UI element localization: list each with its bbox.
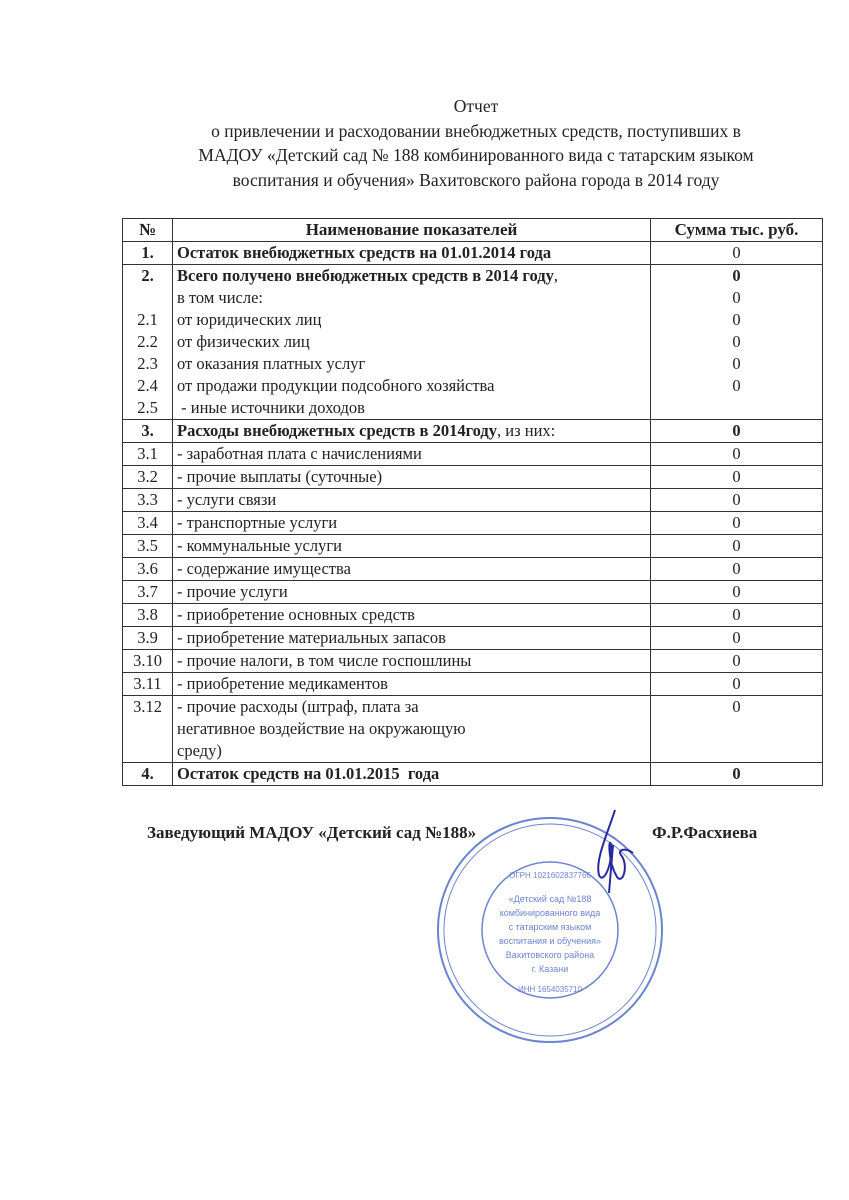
table-row xyxy=(123,535,823,558)
stamp-ogrn: ОГРН 1021602837766 xyxy=(509,871,591,880)
table-header xyxy=(123,219,823,242)
title-line-3: МАДОУ «Детский сад № 188 комбинированного вида с татарским языком xyxy=(198,145,754,165)
row-num: 3.4 xyxy=(123,512,173,535)
table-row xyxy=(123,466,823,489)
row-num: 3.10 xyxy=(123,650,173,673)
stamp-text-line: г. Казани xyxy=(531,964,569,974)
report-title xyxy=(120,94,832,192)
table-row xyxy=(123,581,823,604)
table-row xyxy=(123,673,823,696)
row-name: - иные источники доходов xyxy=(177,398,365,417)
row-num: 3.12 xyxy=(123,696,173,763)
row-name: от продажи продукции подсобного хозяйства xyxy=(177,376,495,395)
row-name-tail: , из них: xyxy=(497,421,556,440)
row-name: Остаток средств на 01.01.2015 года xyxy=(173,763,651,786)
header-num: № xyxy=(123,219,173,242)
row-name: - прочие услуги xyxy=(173,581,651,604)
row-num: 3.3 xyxy=(123,489,173,512)
row-name: - коммунальные услуги xyxy=(173,535,651,558)
row-num: 2.5 xyxy=(137,398,158,417)
row-value: 0 xyxy=(651,627,823,650)
row-num: 3.6 xyxy=(123,558,173,581)
table-row xyxy=(123,558,823,581)
row-num: 3.7 xyxy=(123,581,173,604)
row-value xyxy=(655,397,818,419)
row-name xyxy=(173,420,651,443)
row-value: 0 xyxy=(732,310,741,329)
row-value: 0 xyxy=(651,696,823,763)
row-value: 0 xyxy=(651,604,823,627)
row-num: 2.1 xyxy=(137,310,158,329)
row-value: 0 xyxy=(732,354,741,373)
row-name: - приобретение материальных запасов xyxy=(173,627,651,650)
table-row xyxy=(123,443,823,466)
row-value: 0 xyxy=(651,673,823,696)
table-row xyxy=(123,604,823,627)
row-name-tail: , xyxy=(553,266,558,285)
row-value: 0 xyxy=(732,376,741,395)
table-row xyxy=(123,650,823,673)
stamp-inn: ИНН 1654035710 xyxy=(517,985,583,994)
row-value: 0 xyxy=(651,512,823,535)
row-name: Остаток внебюджетных средств на 01.01.2014 года xyxy=(173,242,651,265)
header-name: Наименование показателей xyxy=(173,219,651,242)
title-line-1: Отчет xyxy=(453,96,499,116)
row-num: 3.5 xyxy=(123,535,173,558)
row-num: 1. xyxy=(123,242,173,265)
table-row xyxy=(123,512,823,535)
row-name: - приобретение основных средств xyxy=(173,604,651,627)
row-value: 0 xyxy=(651,763,823,786)
stamp-text-line: с татарским языком xyxy=(508,922,592,932)
row-num: 3. xyxy=(123,420,173,443)
row-value: 0 xyxy=(732,332,741,351)
row-value: 0 xyxy=(651,443,823,466)
row-value: 0 xyxy=(651,420,823,443)
row-name: - прочие налоги, в том числе госпошлины xyxy=(173,650,651,673)
row-num: 2.2 xyxy=(137,332,158,351)
row-value: 0 xyxy=(732,288,741,307)
row-num: 2.3 xyxy=(137,354,158,373)
row-name-bold: Всего получено внебюджетных средств в 2014 году xyxy=(177,266,554,285)
row-name: в том числе: xyxy=(177,288,264,307)
signatory-name: Ф.Р.Фасхиева xyxy=(652,823,758,842)
row-value: 0 xyxy=(651,466,823,489)
stamp-text-line: воспитания и обучения» xyxy=(498,936,602,946)
header-sum: Сумма тыс. руб. xyxy=(651,219,823,242)
row-value: 0 xyxy=(651,242,823,265)
signatory-position: Заведующий МАДОУ «Детский сад №188» xyxy=(147,823,477,842)
row-name: - прочие выплаты (суточные) xyxy=(173,466,651,489)
row-name: - транспортные услуги xyxy=(173,512,651,535)
row-name: - услуги связи xyxy=(173,489,651,512)
row-name: - заработная плата с начислениями xyxy=(173,443,651,466)
row-value: 0 xyxy=(651,581,823,604)
row-name: - содержание имущества xyxy=(173,558,651,581)
row-num: 2.4 xyxy=(137,376,158,395)
row-num: 3.9 xyxy=(123,627,173,650)
row-num: 4. xyxy=(123,763,173,786)
row-name-bold: Расходы внебюджетных средств в 2014году xyxy=(177,421,498,440)
row-value: 0 xyxy=(651,535,823,558)
handwritten-signature xyxy=(585,805,645,895)
row-name: от юридических лиц xyxy=(177,310,322,329)
stamp-text-line: «Детский сад №188 xyxy=(508,894,592,904)
row-value: 0 xyxy=(651,558,823,581)
row-num: 3.11 xyxy=(123,673,173,696)
table-row-income xyxy=(123,265,823,420)
table-row xyxy=(123,696,823,763)
row-name: - прочие расходы (штраф, плата за негативное воздействие на окружающую среду) xyxy=(173,696,651,763)
row-num: 3.8 xyxy=(123,604,173,627)
table-row xyxy=(123,763,823,786)
row-num: 2. xyxy=(141,266,154,285)
row-num: 3.2 xyxy=(123,466,173,489)
table-row xyxy=(123,627,823,650)
report-table xyxy=(122,218,823,786)
stamp-text-line: комбинированного вида xyxy=(499,908,601,918)
table-row xyxy=(123,242,823,265)
row-name: от физических лиц xyxy=(177,332,310,351)
row-value: 0 xyxy=(732,266,741,285)
row-value: 0 xyxy=(651,650,823,673)
title-line-4: воспитания и обучения» Вахитовского района города в 2014 году xyxy=(232,169,720,190)
row-name xyxy=(177,265,646,287)
stamp-text-line: Вахитовского района xyxy=(505,950,595,960)
row-name: от оказания платных услуг xyxy=(177,354,366,373)
row-value: 0 xyxy=(651,489,823,512)
table-row xyxy=(123,489,823,512)
row-name: - приобретение медикаментов xyxy=(173,673,651,696)
row-num: 3.1 xyxy=(123,443,173,466)
table-row xyxy=(123,420,823,443)
title-line-2: о привлечении и расходовании внебюджетных средств, поступивших в xyxy=(211,120,741,141)
